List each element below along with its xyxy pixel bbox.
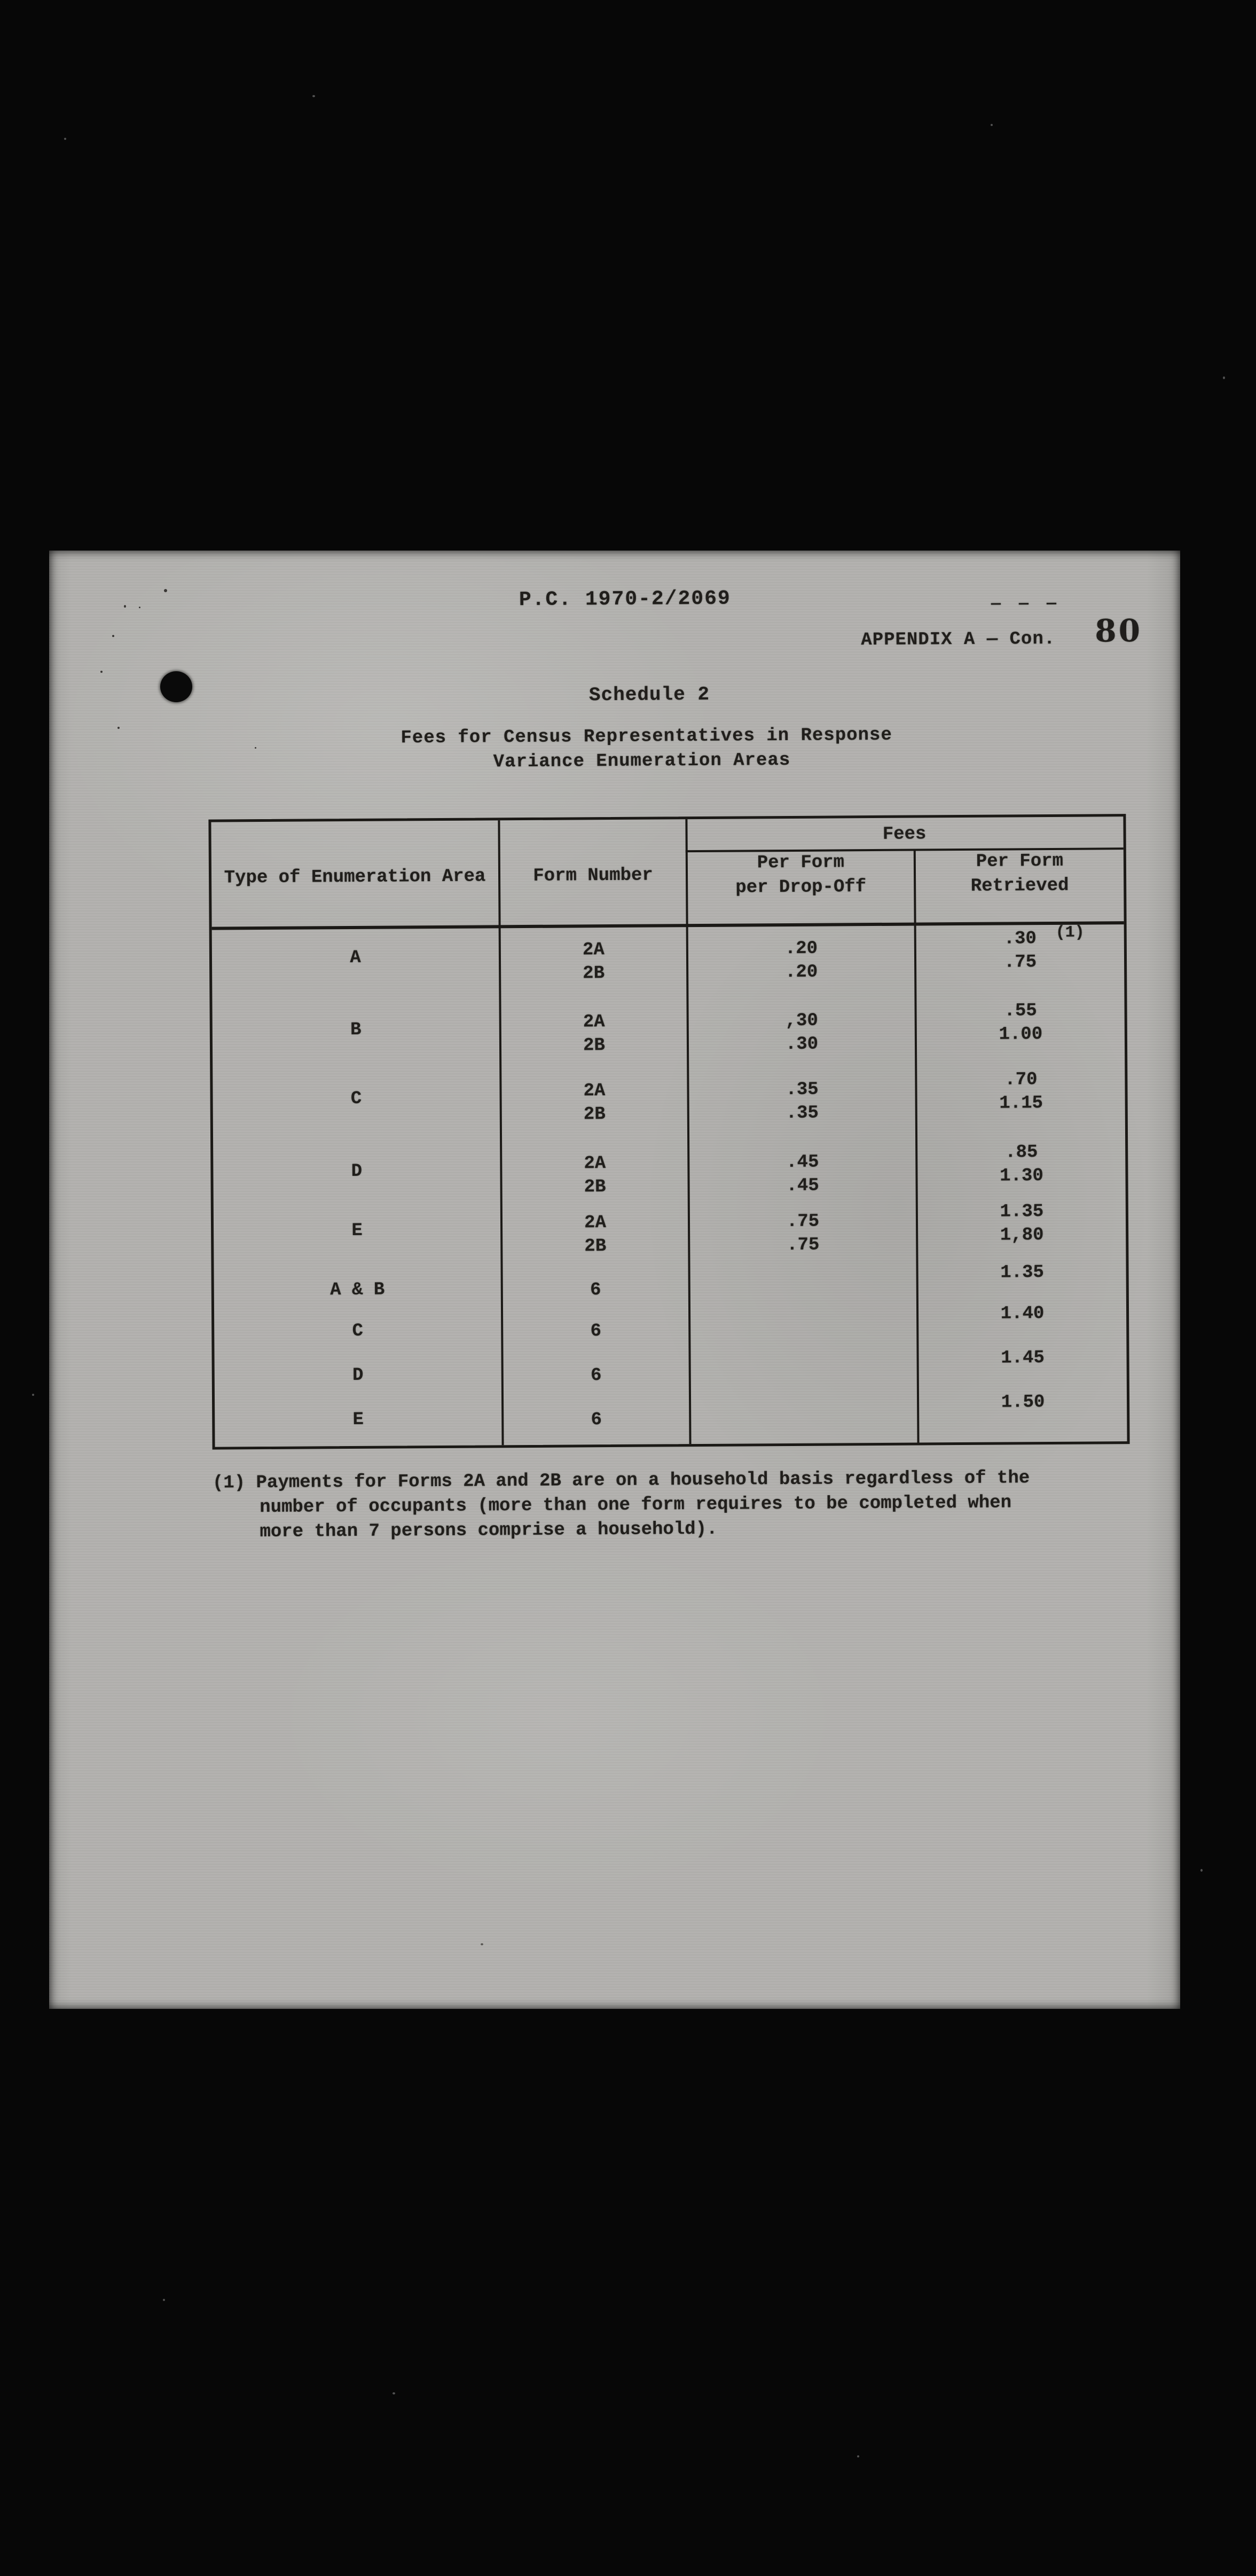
table-row-area-c [213,1070,1125,1125]
fee-value: .45 [786,1175,819,1197]
table-row-area-a [212,929,1124,984]
retrieved-fees [918,1199,1126,1247]
fees-table [208,814,1129,1449]
table-border [498,820,504,1445]
page-number: 80 [1095,612,1143,649]
retrieved-fees [917,1067,1125,1116]
form-line: 2A [582,940,605,961]
form-line: 2B [583,963,605,984]
footnote-line: (1) Payments for Forms 2A and 2B are on a household basis regardless of the [212,1468,1030,1494]
form-numbers [503,1319,688,1344]
retrieved-fees [916,923,1125,975]
dust-speck [163,2299,165,2301]
col-header-enumeration-area: Type of Enumeration Area [224,866,486,889]
form-numbers [503,1211,688,1259]
fee-value: 1.35 [1000,1201,1044,1222]
col-header-retrieved-line2: Retrieved [970,875,1069,897]
table-row-area-c-form6 [214,1303,1126,1342]
form-line: 2A [583,1012,605,1033]
area-label: C [350,1088,362,1110]
fee-value: 1,80 [1000,1225,1044,1246]
fee-value: .20 [784,938,818,960]
table-title-line2: Variance Enumeration Areas [493,750,791,773]
dust-speck [64,138,66,140]
fee-value: 1.45 [1001,1348,1045,1369]
dust-speck [1223,376,1225,379]
form-numbers [502,1151,688,1199]
footnote-line: more than 7 persons comprise a household). [260,1519,718,1543]
table-row-area-d-form6 [215,1348,1127,1386]
fees-header: Fees [882,824,927,845]
fee-value: ,30 [785,1010,818,1032]
form-line: 2B [583,1104,606,1125]
form-line: 2A [583,1081,606,1102]
dash-marks: — — — [991,594,1061,614]
dust-speck [32,1394,34,1396]
dust-speck [312,95,315,97]
retrieved-fees [919,1346,1126,1370]
document-page [49,551,1180,2009]
fee-value: .45 [786,1152,819,1173]
fee-value: .35 [786,1103,819,1124]
dropoff-fees [689,1009,915,1057]
form-line: 2B [583,1035,606,1056]
area-label: C [352,1321,364,1342]
table-row-area-e-form6 [215,1392,1127,1431]
appendix-label: APPENDIX A — Con. [861,629,1056,651]
document-number: P.C. 1970-2/2069 [519,587,731,612]
form-line: 6 [591,1410,602,1431]
table-title-line1: Fees for Census Representatives in Response [401,725,892,749]
dust-speck [857,2455,859,2457]
form-line: 2A [584,1153,606,1174]
area-label: E [352,1409,364,1431]
fee-value: .75 [1003,952,1037,973]
area-label: B [350,1019,362,1041]
fee-value: 1.40 [1000,1303,1045,1324]
footnote-reference: (1) [1055,923,1085,942]
table-row-area-d [213,1142,1125,1198]
form-numbers [504,1408,689,1432]
form-numbers [503,1278,688,1302]
schedule-title: Schedule 2 [588,683,710,706]
fee-value: .55 [1004,1001,1037,1022]
dropoff-fees [689,1150,916,1199]
form-line: 2B [584,1177,606,1198]
retrieved-fees [918,1260,1126,1285]
fee-value: .75 [787,1235,820,1256]
fee-value: 1.00 [999,1024,1043,1045]
form-numbers [501,1079,687,1127]
dropoff-fees [689,1078,915,1126]
fee-value: .75 [786,1211,820,1232]
fee-value: .85 [1005,1142,1038,1163]
area-label: D [352,1365,364,1386]
fee-value: .35 [786,1079,819,1101]
footnote [213,1465,1142,1545]
fee-value: 1.50 [1001,1392,1045,1413]
area-label: E [351,1220,363,1242]
dropoff-fees [688,937,915,985]
table-row-area-e [214,1201,1126,1257]
retrieved-fees [919,1390,1127,1415]
fee-value: .20 [784,962,818,983]
dropoff-fees [690,1210,916,1258]
fee-value: .70 [1004,1070,1038,1090]
form-line: 6 [590,1280,601,1301]
retrieved-fees [919,1301,1126,1326]
retrieved-fees [916,999,1125,1047]
form-line: 6 [590,1365,602,1386]
footnote-line: number of occupants (more than one form requires to be completed when [260,1493,1012,1518]
col-header-dropoff-line1: Per Form [757,852,845,874]
form-numbers [501,1010,687,1058]
fee-value: 1.15 [999,1093,1043,1114]
col-header-dropoff-line2: per Drop-Off [735,877,867,898]
fee-value: .30 [785,1034,819,1055]
form-line: 6 [590,1321,602,1342]
dust-speck [991,124,993,126]
area-label: A [350,947,361,969]
table-border [685,819,691,1444]
fee-value: 1.30 [1000,1166,1043,1187]
retrieved-fees [917,1140,1126,1188]
dust-speck [1200,1869,1203,1872]
dust-speck [392,2392,395,2394]
page-header [45,547,1176,773]
form-numbers [504,1363,689,1388]
fee-value: .30 [1003,929,1037,949]
page-content [45,547,1186,2013]
table-row-area-b [213,1001,1125,1056]
form-numbers [501,938,687,986]
area-label: A & B [330,1279,385,1301]
col-header-dropoff [688,850,914,901]
form-line: 2B [584,1236,607,1257]
table-row-area-a-and-b [214,1262,1126,1301]
col-header-form-number: Form Number [533,865,653,886]
col-header-retrieved [916,849,1124,899]
area-label: D [351,1161,363,1182]
col-header-retrieved-line1: Per Form [976,851,1064,872]
form-line: 2A [584,1213,607,1234]
fee-value: 1.35 [1000,1262,1045,1283]
